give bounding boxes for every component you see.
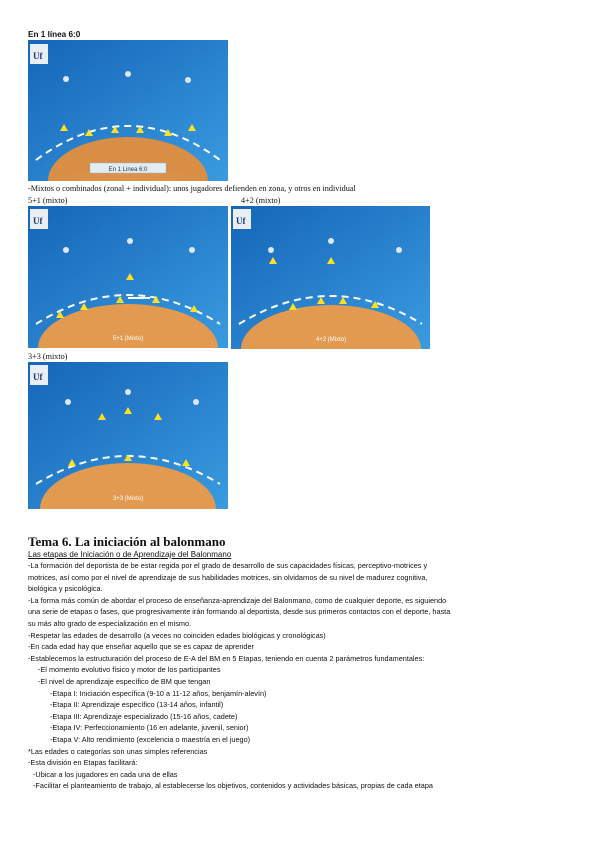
photo-label: 5+1 (Mixto): [112, 336, 144, 342]
text-line: una serie de etapas o fases, que progresivamente irán formando al deportista, desde sus primeros contactos con el deporte, hasta: [28, 607, 451, 617]
caption-3-3: 3+3 (mixto): [28, 352, 68, 361]
photo-label: 3+3 (Mixto): [112, 496, 144, 502]
text-line: -Establecemos la estructuración del proceso de E-A del BM en 5 Etapas, teniendo en cuenta 2 parámetros fundamentales:: [28, 653, 425, 663]
text-line: -El momento evolutivo físico y motor de los participantes: [38, 665, 221, 675]
text-line: -Etapa II: Aprendizaje específico (13-14 años, infantil): [50, 700, 224, 710]
caption-4-2: 4+2 (mixto): [241, 196, 281, 205]
caption-5-1: 5+1 (mixto): [28, 196, 68, 205]
text-line: -El nivel de aprendizaje específico de BM que tengan: [38, 676, 211, 686]
text-line: *Las edades o categorías son unas simples referencias: [28, 746, 208, 756]
photo-defense-3-3: [28, 362, 228, 509]
text-line: -Etapa IV: Perfeccionamiento (16 en adelante, juvenil, senior): [50, 723, 249, 733]
text-line: -Etapa III: Aprendizaje especializado (15-16 años, cadete): [50, 711, 238, 721]
caption-mixed-intro: -Mixtos o combinados (zonal + individual): unos jugadores defienden en zona, y otros en individual: [28, 184, 356, 193]
svg-text:Uf: Uf: [33, 51, 43, 61]
text-line: -La forma más común de abordar el proceso de enseñanza-aprendizaje del Balonmano, como de cualquier deporte, es siguiendo: [28, 595, 447, 605]
photo-label: En 1 Linea 6:0: [108, 167, 148, 173]
svg-text:Uf: Uf: [236, 216, 246, 226]
text-line: biológica y psicológica.: [28, 584, 103, 594]
page-title: Tema 6. La iniciación al balonmano: [28, 534, 226, 549]
svg-text:Uf: Uf: [33, 372, 43, 382]
text-line: -La formación del deportista de be estar regida por el grado de desarrollo de sus capacidades físicas, perceptivo-motrices y: [28, 561, 428, 570]
photo-defense-6-0: [28, 40, 228, 181]
text-line: -Etapa V: Alto rendimiento (excelencia o maestría en el juego): [50, 734, 251, 744]
photo-label: 4+2 (Mixto): [315, 337, 347, 343]
text-line: -Respetar las edades de desarrollo (a veces no coinciden edades biológicas y cronológicas): [28, 630, 326, 640]
text-line: -Etapa I: Iniciación específica (9-10 a 11-12 años, benjamín-alevín): [50, 688, 267, 698]
text-line: su más alto grado de especialización en el mismo.: [28, 618, 192, 628]
svg-text:Uf: Uf: [33, 216, 43, 226]
text-lines: [28, 560, 572, 792]
document-body: [28, 534, 572, 792]
text-line: motrices, así como por el nivel de aprendizaje de sus habilidades motrices, sin olvidarnos de su nivel de madurez cognitiva,: [28, 572, 428, 582]
section-subtitle: Las etapas de Iniciación o de Aprendizaje del Balonmano: [28, 550, 232, 559]
text-line: -Esta división en Etapas facilitará:: [28, 758, 138, 768]
text-line: -Facilitar el planteamiento de trabajo, al establecerse los objetivos, contenidos y actividades básicas, propias de cada etapa: [33, 781, 433, 791]
text-line: -En cada edad hay que enseñar aquello que se es capaz de aprender: [28, 642, 254, 652]
text-line: -Ubicar a los jugadores en cada una de ellas: [33, 769, 178, 779]
photo-defense-4-2: [231, 206, 430, 349]
caption-6-0: En 1 línea 6:0: [28, 30, 81, 39]
photo-defense-5-1: [28, 206, 228, 348]
